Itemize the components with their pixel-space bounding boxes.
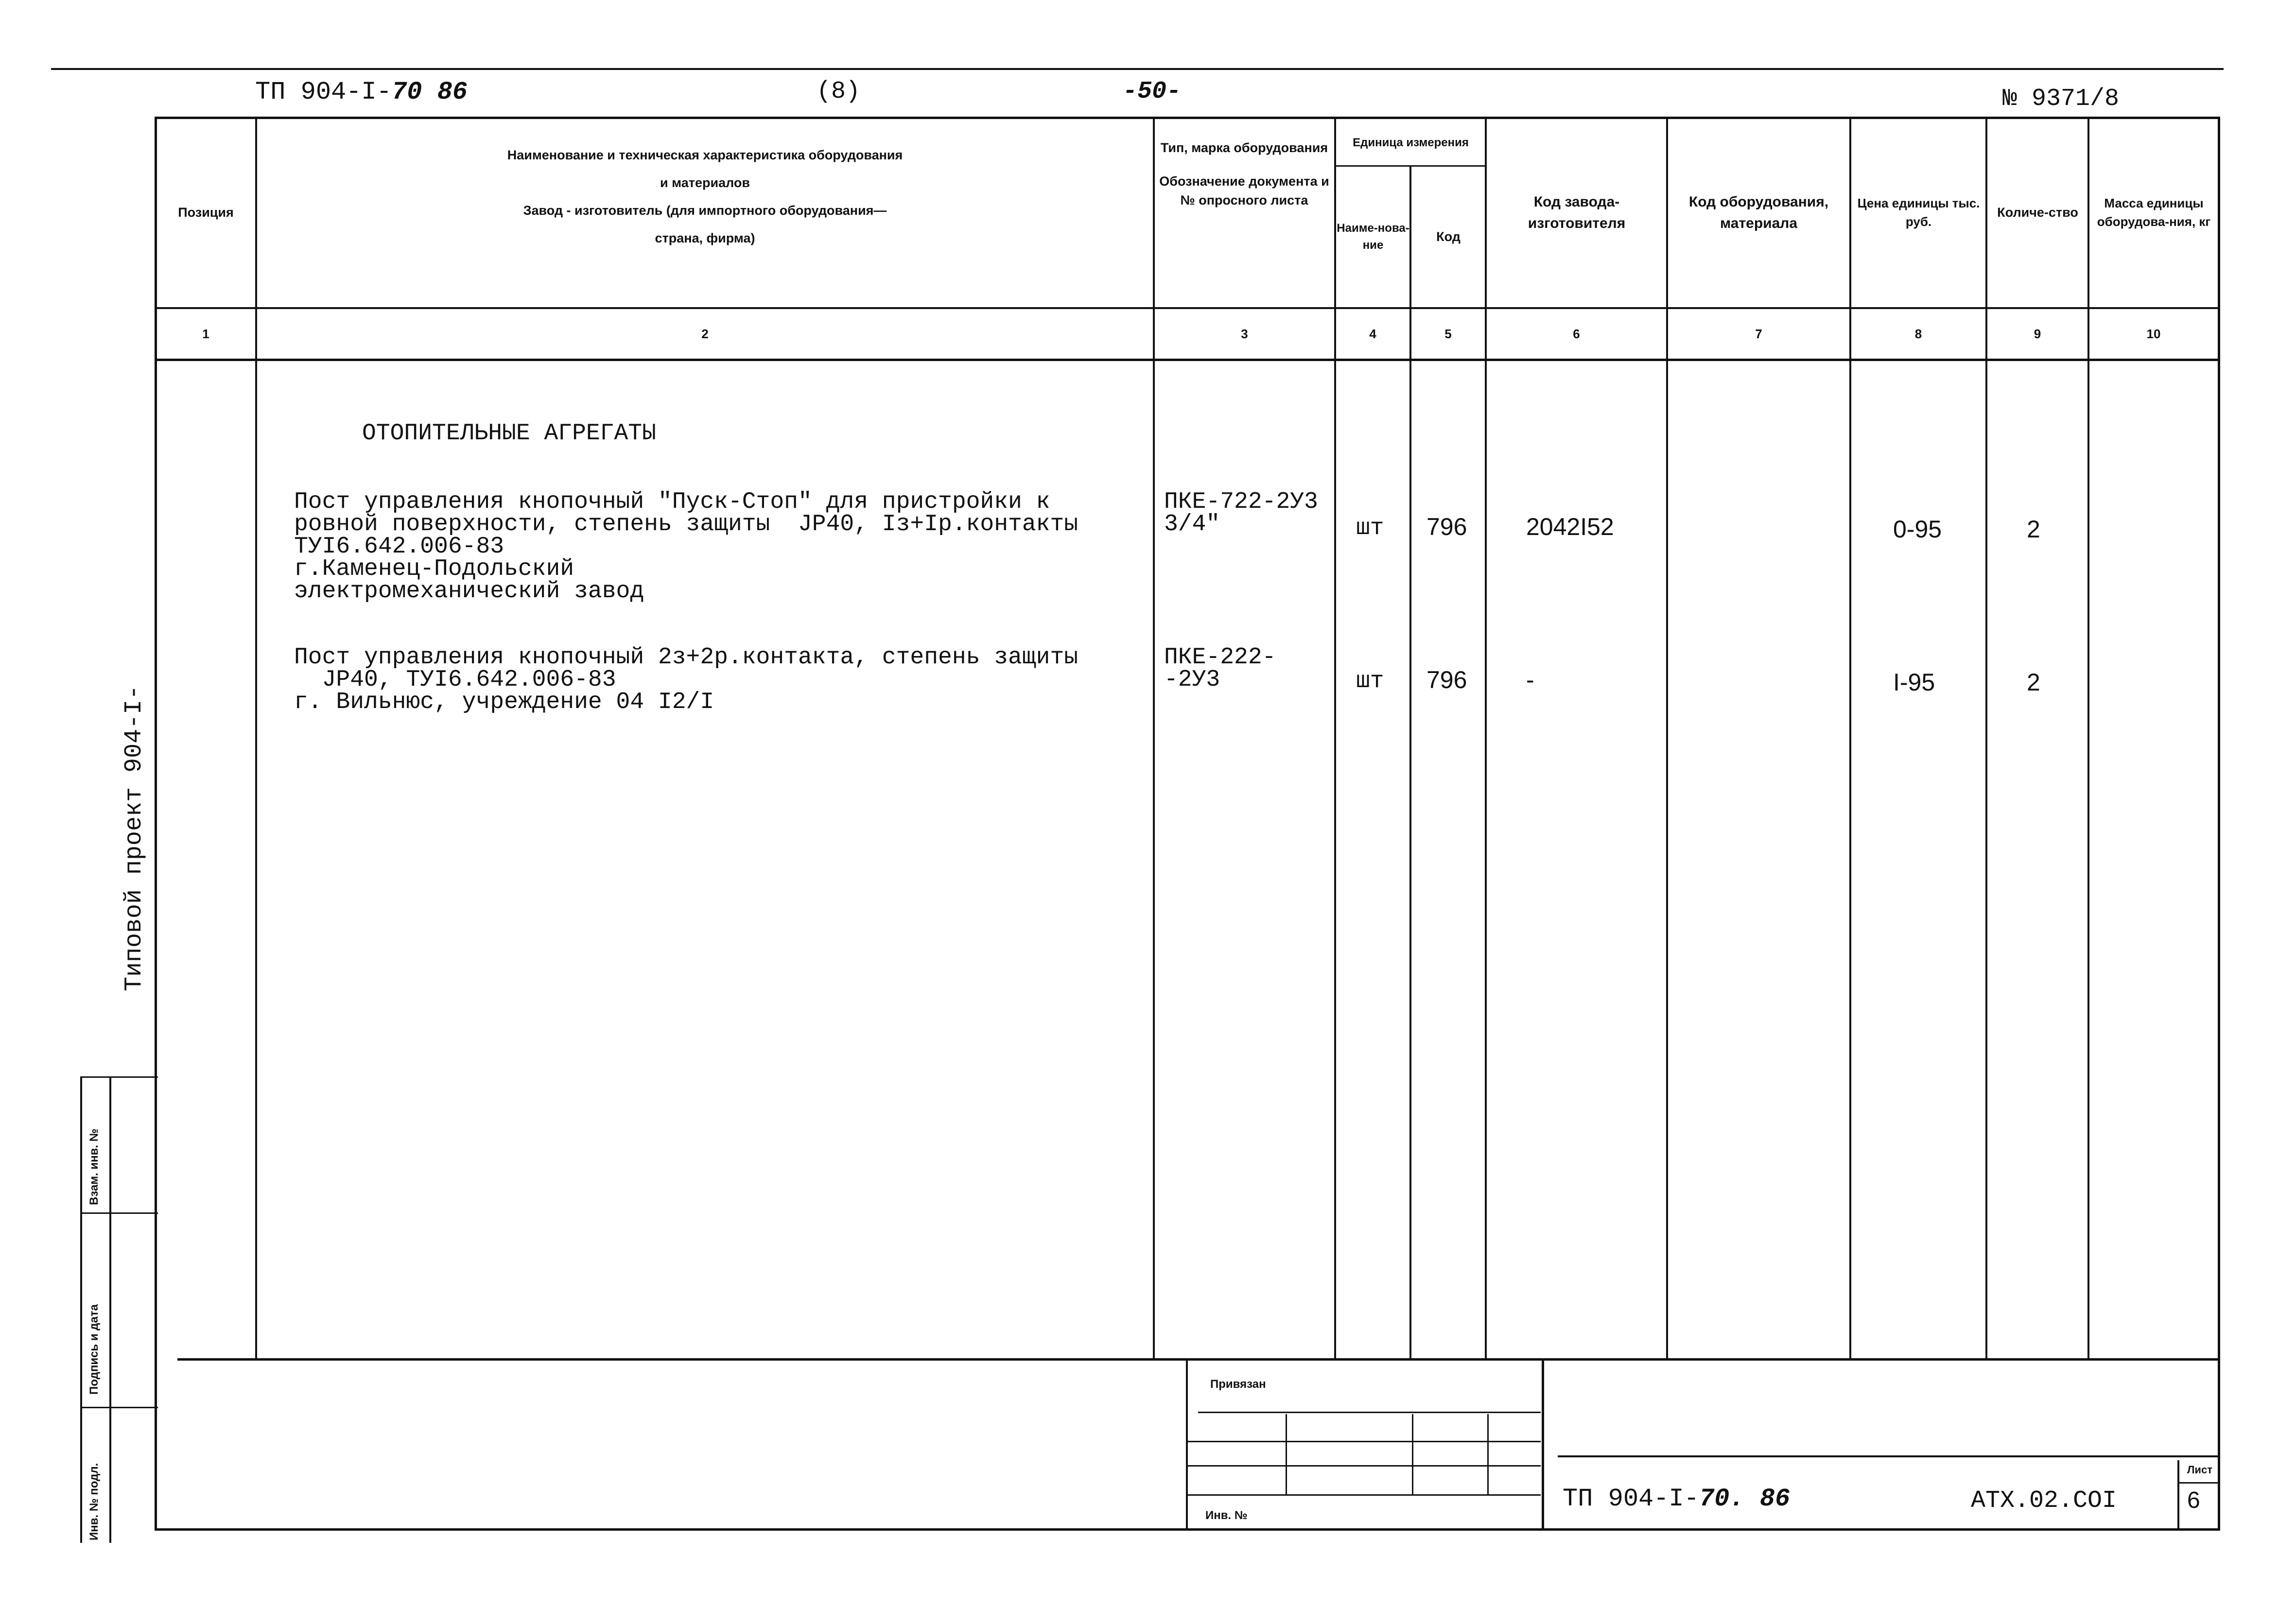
priv-v2 [1412, 1414, 1413, 1494]
header-unit-name: Наиме-нова-ние [1337, 221, 1409, 252]
colnum-5: 5 [1444, 327, 1452, 341]
priv-h4 [1186, 1494, 1541, 1496]
stamp-h3 [80, 1407, 158, 1408]
title-rule [1558, 1455, 2219, 1457]
stamp-mid-line [109, 1076, 111, 1543]
row-1-name: Пост управления кнопочный "Пуск-Стоп" для пристройки к ровной поверхности, степень защиты JP40, Iз+Iр.контакты ТУI6.642.006-83 г.Каменец-Подольский электромеханический завод [294, 489, 1078, 605]
colnum-4: 4 [1369, 327, 1376, 341]
row-1-unit-code: 796 [1426, 513, 1467, 540]
frame-right [2218, 117, 2220, 1531]
row-2-type: ПКЕ-222- -2У3 [1164, 644, 1276, 693]
colnum-1: 1 [202, 327, 209, 341]
footer-doc-code [1563, 1485, 1790, 1513]
priv-left [1186, 1358, 1188, 1531]
doc-code-top-text: ТП 904-I- [255, 78, 392, 106]
row-2-price: I-95 [1893, 669, 1935, 696]
colnum-3: 3 [1241, 327, 1248, 341]
row-1-price: 0-95 [1893, 516, 1942, 543]
sheet-ref: (8) [817, 78, 861, 105]
doc-code-top-hand: 70 86 [391, 78, 468, 106]
colnum-9: 9 [2034, 327, 2041, 341]
col-sep-9 [2087, 117, 2089, 1358]
body-bottom-rule [177, 1358, 2219, 1361]
stamp-vzam: Взам. инв. № [87, 1128, 101, 1205]
header-price: Цена единицы тыс. руб. [1857, 195, 1980, 229]
header-name-line4: страна, фирма) [655, 231, 755, 246]
footer-mark: АТХ.02.COI [1971, 1487, 2117, 1515]
sheet-rule [2177, 1482, 2219, 1484]
col-sep-8 [1985, 117, 1987, 1358]
colnum-7: 7 [1755, 327, 1762, 341]
row-1-unit-name: шт [1356, 515, 1384, 541]
doc-code-top [255, 78, 468, 106]
priv-v3 [1487, 1414, 1489, 1494]
col-sep-3 [1334, 117, 1336, 1358]
row-1-type: ПКЕ-722-2У3 3/4" [1164, 489, 1318, 537]
header-name [257, 146, 1153, 248]
col-sep-2 [1153, 117, 1155, 1358]
col-sep-1 [255, 117, 257, 1358]
header-mass: Масса единицы оборудова-ния, кг [2097, 195, 2211, 229]
footer-doc-code-hand: 70. 86 [1699, 1485, 1791, 1513]
priv-label: Привязан [1210, 1378, 1266, 1391]
sheet-sep [2177, 1460, 2179, 1528]
colnum-2: 2 [701, 327, 709, 341]
header-name-line2: и материалов [660, 175, 750, 190]
stamp-h2 [80, 1212, 158, 1214]
header-type [1157, 138, 1332, 210]
colnum-8: 8 [1914, 327, 1922, 341]
header-equip-code: Код оборудования, материала [1688, 194, 1829, 231]
row-1-plant-code: 2042I52 [1526, 513, 1614, 540]
page-number: -50- [1123, 78, 1182, 105]
col-sep-5 [1485, 117, 1487, 1358]
priv-h1 [1198, 1412, 1541, 1413]
top-rule [51, 68, 2224, 70]
header-type-top: Тип, марка оборудования [1160, 140, 1328, 155]
header-name-line3: Завод - изготовитель (для импортного оборудования— [523, 203, 887, 218]
header-name-line1: Наименование и техническая характеристика оборудования [507, 148, 903, 162]
project-label-vertical: Типовой проект 904-I- [121, 685, 148, 991]
stamp-inv: Инв. № подл. [87, 1463, 101, 1540]
inv-label: Инв. № [1205, 1509, 1248, 1522]
footer-doc-code-text: ТП 904-I- [1563, 1485, 1699, 1513]
row-2-plant-code: - [1526, 666, 1534, 693]
row-2-qty: 2 [2027, 669, 2040, 696]
header-plant-code: Код завода-изготовителя [1528, 194, 1626, 231]
row-2-unit-name: шт [1356, 668, 1384, 694]
colnum-6: 6 [1573, 327, 1580, 341]
priv-right [1542, 1358, 1544, 1531]
sheet-number: 6 [2187, 1487, 2200, 1513]
header-unit-group: Единица измерения [1353, 136, 1469, 149]
header-type-bottom: Обозначение документа и № опросного листа [1159, 174, 1329, 208]
header-position: Позиция [178, 205, 234, 220]
section-title: ОТОПИТЕЛЬНЫЕ АГРЕГАТЫ [362, 420, 656, 447]
header-qty: Количе-ство [1997, 205, 2078, 220]
sheet-label: Лист [2187, 1464, 2212, 1476]
priv-v1 [1286, 1414, 1287, 1494]
row-2-name: Пост управления кнопочный 2з+2р.контакта, степень защиты JP40, ТУI6.642.006-83 г. Вильнюс, учреждение 04 I2/I [294, 644, 1078, 715]
row-2-unit-code: 796 [1426, 666, 1467, 693]
header-rule [155, 307, 2220, 309]
row-1-qty: 2 [2027, 516, 2040, 543]
header-unit-code: Код [1436, 229, 1461, 244]
stamp-h1 [80, 1076, 158, 1078]
inventory-top: № 9371/8 [2002, 85, 2120, 113]
colnum-10: 10 [2146, 327, 2161, 341]
colnum-rule [155, 359, 2220, 361]
stamp-podpis: Подпись и дата [87, 1304, 101, 1395]
col-sep-7 [1849, 117, 1851, 1358]
unit-group-rule [1334, 165, 1485, 167]
stamp-left-line [80, 1076, 82, 1543]
